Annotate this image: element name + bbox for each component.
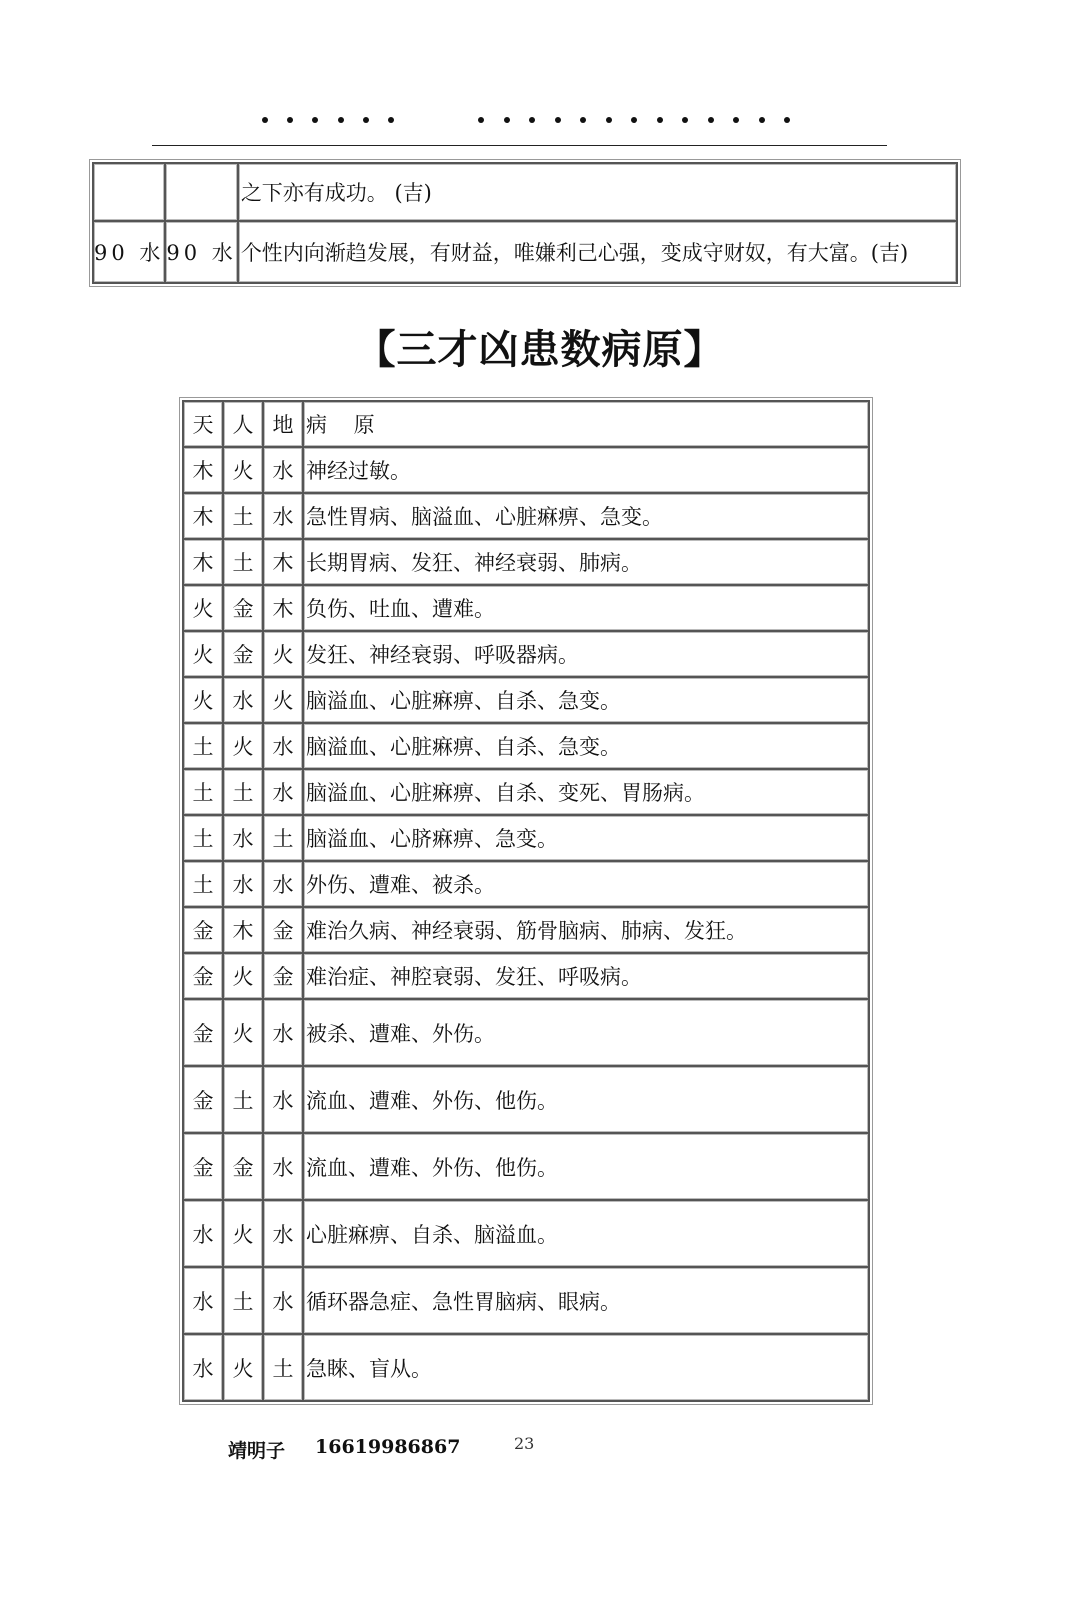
ren-cell: 土: [223, 1066, 263, 1133]
di-cell: 金: [263, 907, 303, 953]
di-cell: 水: [263, 1200, 303, 1267]
table-row: [183, 907, 869, 953]
illness-cell: 心脏痳痹、自杀、脑溢血。: [303, 1200, 869, 1267]
illness-cell: 脑溢血、心脏痳痹、自杀、急变。: [303, 677, 869, 723]
tian-cell: 火: [183, 631, 223, 677]
di-cell: 土: [263, 1334, 303, 1401]
table-row: [183, 631, 869, 677]
di-cell: 金: [263, 953, 303, 999]
table-row: [183, 677, 869, 723]
illness-cell: 流血、遭难、外伤、他伤。: [303, 1066, 869, 1133]
description-cell: 个性内向渐趋发展，有财益，唯嫌利己心强，变成守财奴，有大富。(吉): [238, 221, 957, 283]
tian-cell: 土: [183, 723, 223, 769]
table-row: [183, 769, 869, 815]
table-row: [183, 815, 869, 861]
table-row: [183, 861, 869, 907]
continuation-table: [92, 162, 958, 284]
di-cell: 水: [263, 1133, 303, 1200]
tian-cell: 水: [183, 1200, 223, 1267]
tian-cell: 水: [183, 1267, 223, 1334]
table-row: [183, 539, 869, 585]
tian-cell: 水: [183, 1334, 223, 1401]
table-row: [183, 999, 869, 1066]
illness-cell: 急性胃病、脑溢血、心脏痳痹、急变。: [303, 493, 869, 539]
element-cell: [165, 163, 237, 221]
element-cell: 90 水: [165, 221, 237, 283]
di-cell: 水: [263, 447, 303, 493]
ren-cell: 木: [223, 907, 263, 953]
description-cell: 之下亦有成功。 (吉): [238, 163, 957, 221]
ren-cell: 火: [223, 953, 263, 999]
table-row: [183, 723, 869, 769]
decorative-dots-left: [262, 110, 394, 130]
di-cell: 水: [263, 769, 303, 815]
illness-cell: 脑溢血、心脏痳痹、自杀、急变。: [303, 723, 869, 769]
ren-cell: 水: [223, 815, 263, 861]
illness-cell: 神经过敏。: [303, 447, 869, 493]
table-row: [183, 1267, 869, 1334]
table-row: [183, 1200, 869, 1267]
illness-cell: 流血、遭难、外伤、他伤。: [303, 1133, 869, 1200]
header-di: 地: [263, 401, 303, 447]
ren-cell: 金: [223, 631, 263, 677]
section-title: 【三才凶患数病原】: [355, 327, 725, 373]
header-rule: [152, 145, 887, 146]
footer-phone: 16619986867: [315, 1436, 461, 1458]
di-cell: 水: [263, 1066, 303, 1133]
tian-cell: 土: [183, 769, 223, 815]
footer-author: 靖明子: [228, 1440, 286, 1462]
di-cell: 木: [263, 585, 303, 631]
number-cell: [93, 163, 165, 221]
header-tian: 天: [183, 401, 223, 447]
illness-cell: 脑溢血、心脏痳痹、自杀、变死、胃肠病。: [303, 769, 869, 815]
di-cell: 水: [263, 861, 303, 907]
tian-cell: 木: [183, 539, 223, 585]
tian-cell: 金: [183, 999, 223, 1066]
tian-cell: 火: [183, 585, 223, 631]
tian-cell: 火: [183, 677, 223, 723]
di-cell: 水: [263, 999, 303, 1066]
table-row: [183, 1066, 869, 1133]
di-cell: 水: [263, 493, 303, 539]
di-cell: 土: [263, 815, 303, 861]
illness-cell: 被杀、遭难、外伤。: [303, 999, 869, 1066]
table-row: [93, 163, 957, 221]
ren-cell: 土: [223, 769, 263, 815]
decorative-dots-right: [478, 110, 790, 130]
di-cell: 木: [263, 539, 303, 585]
header-ren: 人: [223, 401, 263, 447]
illness-cell: 难治久病、神经衰弱、筋骨脑病、肺病、发狂。: [303, 907, 869, 953]
tian-cell: 金: [183, 953, 223, 999]
illness-cell: 负伤、吐血、遭难。: [303, 585, 869, 631]
table-row: [183, 585, 869, 631]
tian-cell: 土: [183, 815, 223, 861]
table-row: [183, 1334, 869, 1401]
ren-cell: 金: [223, 585, 263, 631]
header-illness: 病 原: [303, 401, 869, 447]
di-cell: 火: [263, 677, 303, 723]
ren-cell: 火: [223, 1200, 263, 1267]
tian-cell: 木: [183, 493, 223, 539]
ren-cell: 火: [223, 723, 263, 769]
tian-cell: 金: [183, 1133, 223, 1200]
di-cell: 水: [263, 1267, 303, 1334]
table-row: [93, 221, 957, 283]
number-cell: 90 水: [93, 221, 165, 283]
table-row: [183, 1133, 869, 1200]
ren-cell: 火: [223, 447, 263, 493]
ren-cell: 土: [223, 539, 263, 585]
table-row: [183, 953, 869, 999]
illness-cell: 发狂、神经衰弱、呼吸器病。: [303, 631, 869, 677]
tian-cell: 木: [183, 447, 223, 493]
ren-cell: 水: [223, 861, 263, 907]
ren-cell: 火: [223, 1334, 263, 1401]
tian-cell: 金: [183, 1066, 223, 1133]
illness-table: [182, 400, 870, 1402]
table-row: [183, 447, 869, 493]
illness-cell: 脑溢血、心脐痳痹、急变。: [303, 815, 869, 861]
table-header-row: [183, 401, 869, 447]
tian-cell: 土: [183, 861, 223, 907]
illness-cell: 长期胃病、发狂、神经衰弱、肺病。: [303, 539, 869, 585]
di-cell: 火: [263, 631, 303, 677]
illness-cell: 外伤、遭难、被杀。: [303, 861, 869, 907]
ren-cell: 火: [223, 999, 263, 1066]
illness-cell: 循环器急症、急性胃脑病、眼病。: [303, 1267, 869, 1334]
di-cell: 水: [263, 723, 303, 769]
illness-cell: 难治症、神腔衰弱、发狂、呼吸病。: [303, 953, 869, 999]
ren-cell: 水: [223, 677, 263, 723]
illness-cell: 急睞、盲从。: [303, 1334, 869, 1401]
table-row: [183, 493, 869, 539]
tian-cell: 金: [183, 907, 223, 953]
ren-cell: 土: [223, 493, 263, 539]
ren-cell: 金: [223, 1133, 263, 1200]
ren-cell: 土: [223, 1267, 263, 1334]
page-number: 23: [514, 1434, 535, 1453]
